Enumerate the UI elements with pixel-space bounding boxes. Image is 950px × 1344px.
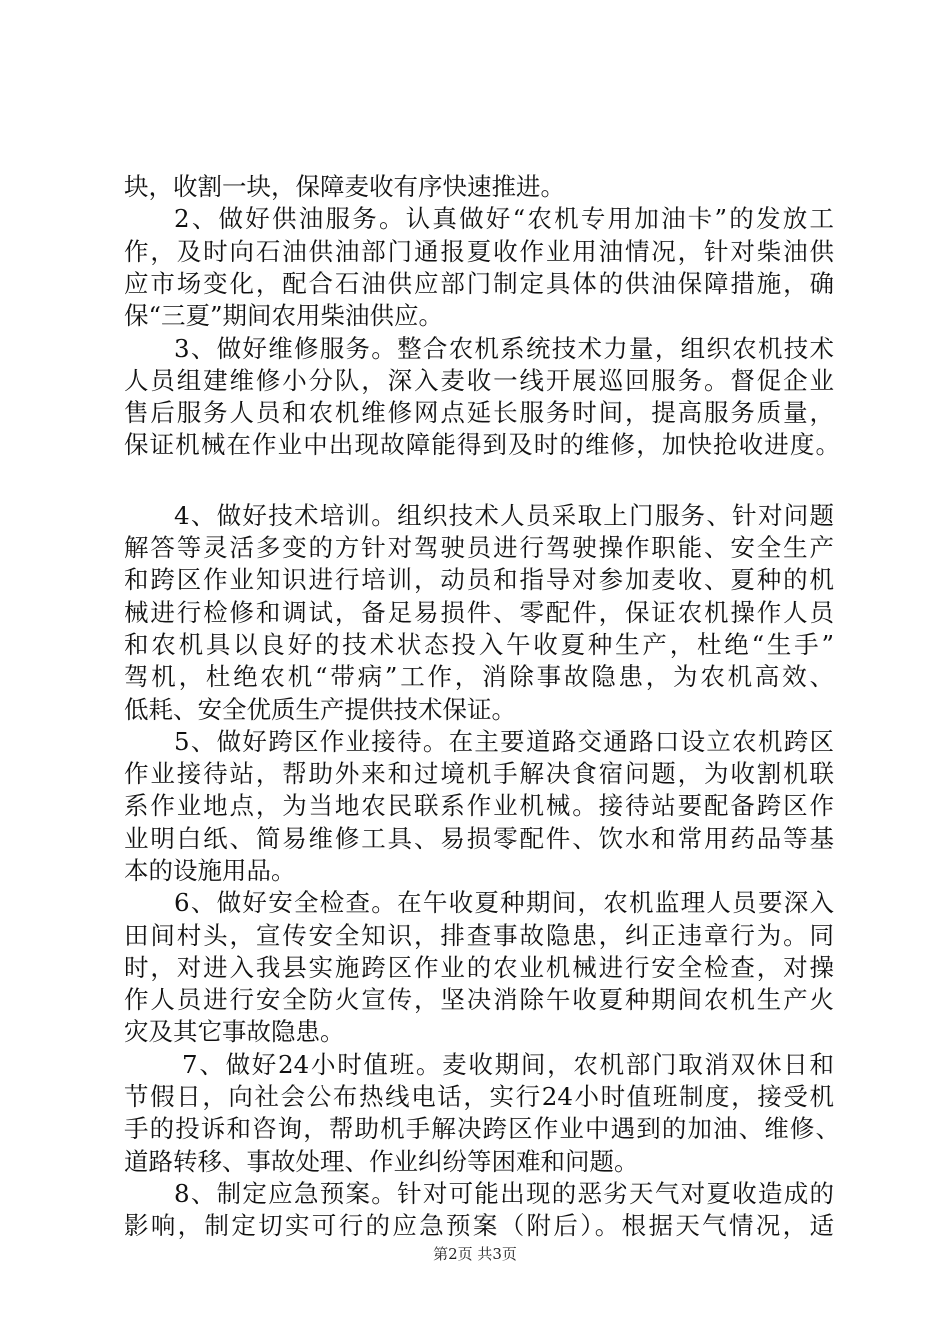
text-line: 7、做好24小时值班。麦收期间，农机部门取消双休日和 bbox=[182, 1050, 834, 1079]
text-line: 6、做好安全检查。在午收夏种期间，农机监理人员要深入 bbox=[174, 888, 834, 917]
text-line: 人员组建维修小分队，深入麦收一线开展巡回服务。督促企业 bbox=[124, 366, 834, 395]
text-line: 和农机具以良好的技术状态投入午收夏种生产，杜绝“生手” bbox=[124, 630, 834, 659]
text-line: 作业接待站，帮助外来和过境机手解决食宿问题，为收割机联 bbox=[124, 759, 834, 788]
text-line: 田间村头，宣传安全知识，排查事故隐患，纠正违章行为。同 bbox=[124, 921, 834, 950]
page-number-footer: 第2页 共3页 bbox=[433, 1245, 517, 1263]
text-line: 4、做好技术培训。组织技术人员采取上门服务、针对问题 bbox=[174, 501, 834, 530]
text-line: 3、做好维修服务。整合农机系统技术力量，组织农机技术 bbox=[174, 334, 834, 363]
text-line: 8、制定应急预案。针对可能出现的恶劣天气对夏收造成的 bbox=[174, 1179, 834, 1208]
text-line: 本的设施用品。 bbox=[124, 856, 296, 885]
text-line: 时，对进入我县实施跨区作业的农业机械进行安全检查，对操 bbox=[124, 953, 834, 982]
text-line: 块，收割一块，保障麦收有序快速推进。 bbox=[124, 172, 565, 201]
text-line: 械进行检修和调试，备足易损件、零配件，保证农机操作人员 bbox=[124, 598, 834, 627]
text-line: 作人员进行安全防火宣传，坚决消除午收夏种期间农机生产火 bbox=[124, 985, 834, 1014]
text-line: 保“三夏”期间农用柴油供应。 bbox=[124, 301, 444, 330]
text-line: 作，及时向石油供油部门通报夏收作业用油情况，针对柴油供 bbox=[124, 237, 834, 266]
text-line: 低耗、安全优质生产提供技术保证。 bbox=[124, 695, 516, 724]
text-line: 影响，制定切实可行的应急预案（附后）。根据天气情况，适 bbox=[124, 1211, 834, 1240]
text-line: 手的投诉和咨询，帮助机手解决跨区作业中遇到的加油、维修、 bbox=[124, 1114, 840, 1143]
text-line: 驾机，杜绝农机“带病”工作，消除事故隐患，为农机高效、 bbox=[124, 662, 834, 691]
text-line: 系作业地点，为当地农民联系作业机械。接待站要配备跨区作 bbox=[124, 791, 834, 820]
text-line: 节假日，向社会公布热线电话，实行24小时值班制度，接受机 bbox=[124, 1082, 834, 1111]
text-line: 5、做好跨区作业接待。在主要道路交通路口设立农机跨区 bbox=[174, 727, 834, 756]
text-line: 道路转移、事故处理、作业纠纷等困难和问题。 bbox=[124, 1147, 639, 1176]
text-line: 解答等灵活多变的方针对驾驶员进行驾驶操作职能、安全生产 bbox=[124, 533, 834, 562]
text-line: 业明白纸、简易维修工具、易损零配件、饮水和常用药品等基 bbox=[124, 824, 834, 853]
text-line: 2、做好供油服务。认真做好“农机专用加油卡”的发放工 bbox=[174, 204, 834, 233]
text-line: 和跨区作业知识进行培训，动员和指导对参加麦收、夏种的机 bbox=[124, 565, 834, 594]
text-line: 灾及其它事故隐患。 bbox=[124, 1017, 345, 1046]
text-line: 应市场变化，配合石油供应部门制定具体的供油保障措施，确 bbox=[124, 269, 834, 298]
text-line: 保证机械在作业中出现故障能得到及时的维修，加快抢收进度。 bbox=[124, 430, 840, 459]
text-line: 售后服务人员和农机维修网点延长服务时间，提高服务质量， bbox=[124, 398, 834, 427]
